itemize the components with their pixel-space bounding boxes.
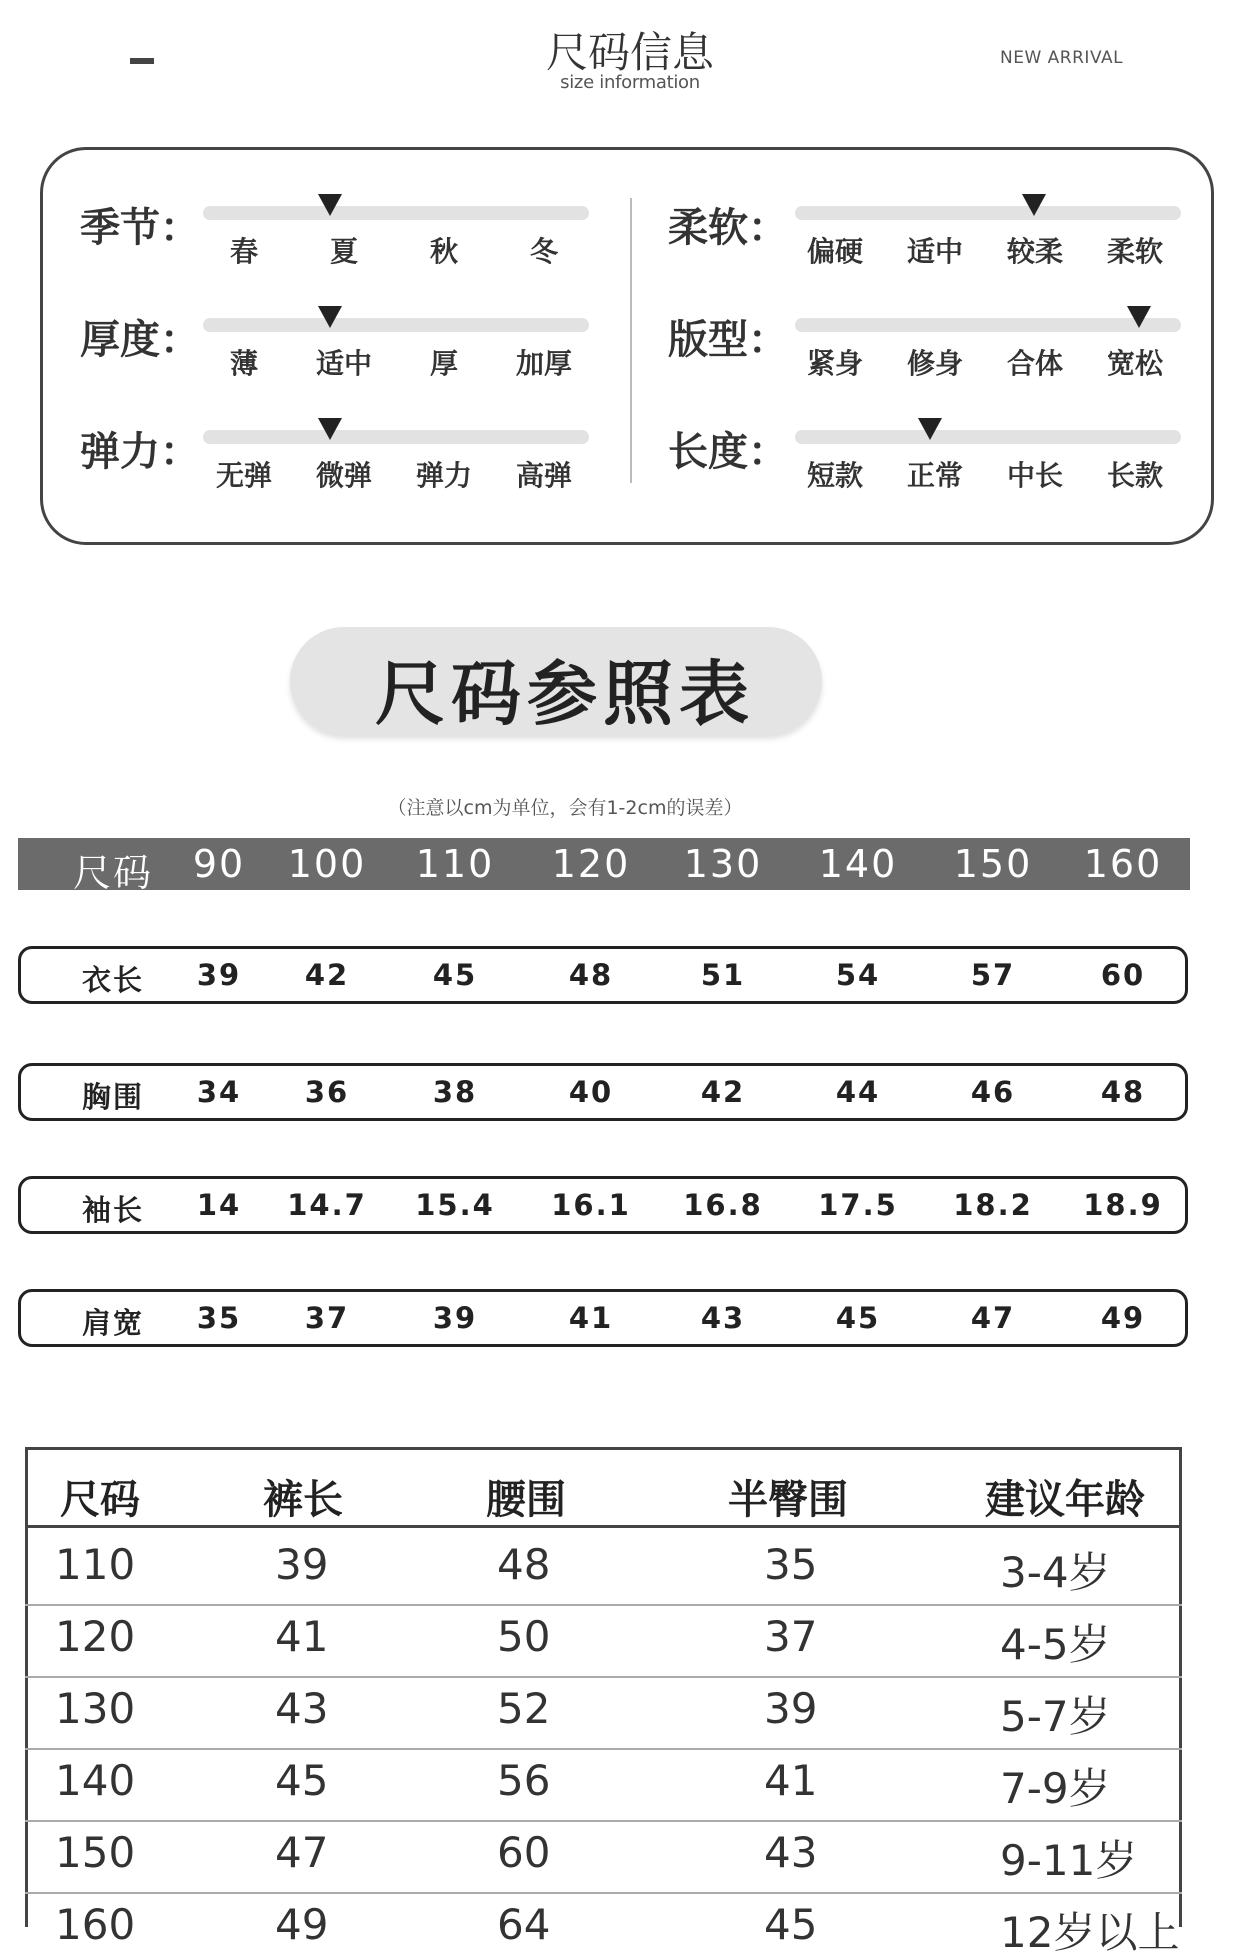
attr-option: 偏硬 [806, 235, 863, 268]
pants-chart-cell: 47 [275, 1828, 329, 1877]
pants-chart-row-rule [25, 1892, 1182, 1894]
attr-slider-marker-icon [318, 194, 342, 216]
attr-option: 微弹 [315, 459, 372, 492]
attr-slider-track [203, 206, 589, 220]
size-chart-cell: 40 [568, 1075, 614, 1109]
size-chart-cell: 16.1 [551, 1188, 631, 1222]
attr-slider-track [795, 318, 1181, 332]
size-chart-cell: 42 [700, 1075, 746, 1109]
size-chart-cell: 43 [700, 1301, 746, 1335]
size-chart-cell: 34 [196, 1075, 242, 1109]
attr-option: 紧身 [806, 347, 863, 380]
new-arrival-text: NEW ARRIVAL [1000, 48, 1124, 68]
attr-option: 夏 [329, 235, 358, 268]
attr-option: 秋 [429, 235, 458, 268]
size-chart-header-cell: 110 [415, 842, 495, 886]
attr-slider-marker-icon [318, 306, 342, 328]
attr-option: 适中 [906, 235, 963, 268]
size-chart-cell: 39 [432, 1301, 478, 1335]
size-chart-cell: 38 [432, 1075, 478, 1109]
pants-chart-cell: 52 [497, 1684, 551, 1733]
attr-slider-marker-icon [1127, 306, 1151, 328]
size-chart-note: （注意以cm为单位，会有1-2cm的误差） [387, 797, 743, 819]
size-chart-cell: 15.4 [415, 1188, 495, 1222]
attr-option: 长款 [1106, 459, 1163, 492]
card-divider [630, 198, 632, 483]
pants-chart-cell: 45 [764, 1900, 818, 1949]
pants-chart-header-rule [25, 1525, 1182, 1528]
attr-slider-track [203, 318, 589, 332]
attr-option: 高弹 [515, 459, 572, 492]
pants-chart-cell: 45 [275, 1756, 329, 1805]
pants-chart-cell: 120 [55, 1612, 136, 1661]
pants-chart-cell: 5-7岁 [1000, 1692, 1111, 1741]
attr-option: 宽松 [1106, 347, 1163, 380]
size-chart-cell: 45 [835, 1301, 881, 1335]
pants-chart-row-rule [25, 1748, 1182, 1750]
attr-option: 薄 [229, 347, 258, 380]
attr-label: 厚度： [80, 317, 200, 363]
pants-chart-cell: 49 [275, 1900, 329, 1949]
size-chart-cell: 胸围 [81, 1080, 144, 1114]
size-chart-cell: 44 [835, 1075, 881, 1109]
size-chart-cell: 41 [568, 1301, 614, 1335]
pants-chart-cell: 4-5岁 [1000, 1620, 1111, 1669]
size-chart-cell: 46 [970, 1075, 1016, 1109]
pants-chart-cell: 37 [764, 1612, 818, 1661]
pants-chart-cell: 64 [497, 1900, 551, 1949]
pants-chart-cell: 110 [55, 1540, 136, 1589]
size-chart-cell: 57 [970, 958, 1016, 992]
attr-slider-marker-icon [1022, 194, 1046, 216]
size-chart-cell: 54 [835, 958, 881, 992]
attr-option: 正常 [906, 459, 963, 492]
pants-chart-cell: 43 [275, 1684, 329, 1733]
attr-slider-track [203, 430, 589, 444]
size-chart-cell: 17.5 [818, 1188, 898, 1222]
attr-option: 厚 [429, 347, 458, 380]
size-chart-cell: 肩宽 [81, 1306, 144, 1340]
size-chart-header-cell: 160 [1083, 842, 1163, 886]
pants-chart-cell: 35 [764, 1540, 818, 1589]
attr-option: 较柔 [1006, 235, 1063, 268]
size-chart-cell: 39 [196, 958, 242, 992]
size-chart-cell: 35 [196, 1301, 242, 1335]
pants-chart-row-rule [25, 1820, 1182, 1822]
pants-chart-cell: 39 [764, 1684, 818, 1733]
pants-chart-cell: 9-11岁 [1000, 1836, 1138, 1885]
attr-slider-marker-icon [318, 418, 342, 440]
pants-chart-cell: 48 [497, 1540, 551, 1589]
size-chart-cell: 14.7 [287, 1188, 367, 1222]
attr-label: 季节： [80, 205, 200, 251]
pants-chart-cell: 12岁以上 [1000, 1908, 1180, 1957]
attr-option: 加厚 [515, 347, 572, 380]
pants-chart-cell: 7-9岁 [1000, 1764, 1111, 1813]
pants-chart-header-cell: 裤长 [263, 1477, 343, 1523]
page-title: 尺码信息 [545, 28, 714, 77]
attr-slider-marker-icon [918, 418, 942, 440]
size-chart-header-cell: 130 [683, 842, 763, 886]
pants-chart-header-cell: 腰围 [486, 1477, 566, 1523]
size-chart-header-cell: 100 [287, 842, 367, 886]
pants-chart-cell: 43 [764, 1828, 818, 1877]
size-chart-header-cell: 90 [192, 842, 246, 886]
attr-option: 适中 [315, 347, 372, 380]
pants-chart-cell: 150 [55, 1828, 136, 1877]
attr-option: 无弹 [215, 459, 272, 492]
page-subtitle: size information [560, 72, 700, 93]
pants-chart-cell: 160 [55, 1900, 136, 1949]
size-chart-cell: 袖长 [81, 1193, 144, 1227]
pants-chart-row-rule [25, 1676, 1182, 1678]
pants-chart-cell: 50 [497, 1612, 551, 1661]
pants-chart-cell: 130 [55, 1684, 136, 1733]
size-chart-cell: 衣长 [81, 963, 144, 997]
pants-chart-header-cell: 尺码 [60, 1477, 140, 1523]
attr-slider-track [795, 206, 1181, 220]
attr-option: 春 [229, 235, 258, 268]
pants-chart-header-cell: 建议年龄 [985, 1477, 1145, 1523]
size-chart-cell: 60 [1100, 958, 1146, 992]
size-chart-cell: 16.8 [683, 1188, 763, 1222]
pants-chart-cell: 56 [497, 1756, 551, 1805]
pants-chart-header-cell: 半臀围 [728, 1477, 848, 1523]
attr-label: 弹力： [80, 429, 200, 475]
attr-slider-track [795, 430, 1181, 444]
attr-option: 修身 [906, 347, 963, 380]
size-chart-cell: 45 [432, 958, 478, 992]
attr-option: 弹力 [415, 459, 472, 492]
pants-chart-cell: 39 [275, 1540, 329, 1589]
size-chart-header-cell: 尺码 [72, 851, 153, 895]
attr-option: 短款 [806, 459, 863, 492]
pants-chart-cell: 60 [497, 1828, 551, 1877]
attr-label: 长度： [668, 429, 788, 475]
size-chart-cell: 49 [1100, 1301, 1146, 1335]
size-chart-header-cell: 150 [953, 842, 1033, 886]
size-chart-cell: 37 [304, 1301, 350, 1335]
size-chart-cell: 18.2 [953, 1188, 1033, 1222]
size-chart-cell: 42 [304, 958, 350, 992]
pants-chart-cell: 41 [275, 1612, 329, 1661]
size-chart-cell: 48 [1100, 1075, 1146, 1109]
attr-label: 版型： [668, 317, 788, 363]
pants-chart-cell: 140 [55, 1756, 136, 1805]
attr-option: 合体 [1006, 347, 1063, 380]
pants-chart-cell: 3-4岁 [1000, 1548, 1111, 1597]
pants-chart-cell: 41 [764, 1756, 818, 1805]
size-chart-cell: 18.9 [1083, 1188, 1163, 1222]
attr-option: 冬 [529, 235, 558, 268]
pants-chart-row-rule [25, 1604, 1182, 1606]
size-chart-cell: 36 [304, 1075, 350, 1109]
size-chart-cell: 14 [196, 1188, 242, 1222]
size-chart-header-cell: 140 [818, 842, 898, 886]
size-chart-cell: 51 [700, 958, 746, 992]
size-chart-cell: 48 [568, 958, 614, 992]
attr-option: 柔软 [1106, 235, 1163, 268]
size-chart-header-cell: 120 [551, 842, 631, 886]
attr-option: 中长 [1006, 459, 1063, 492]
size-chart-title: 尺码参照表 [375, 653, 755, 735]
size-chart-cell: 47 [970, 1301, 1016, 1335]
attr-label: 柔软： [668, 205, 788, 251]
